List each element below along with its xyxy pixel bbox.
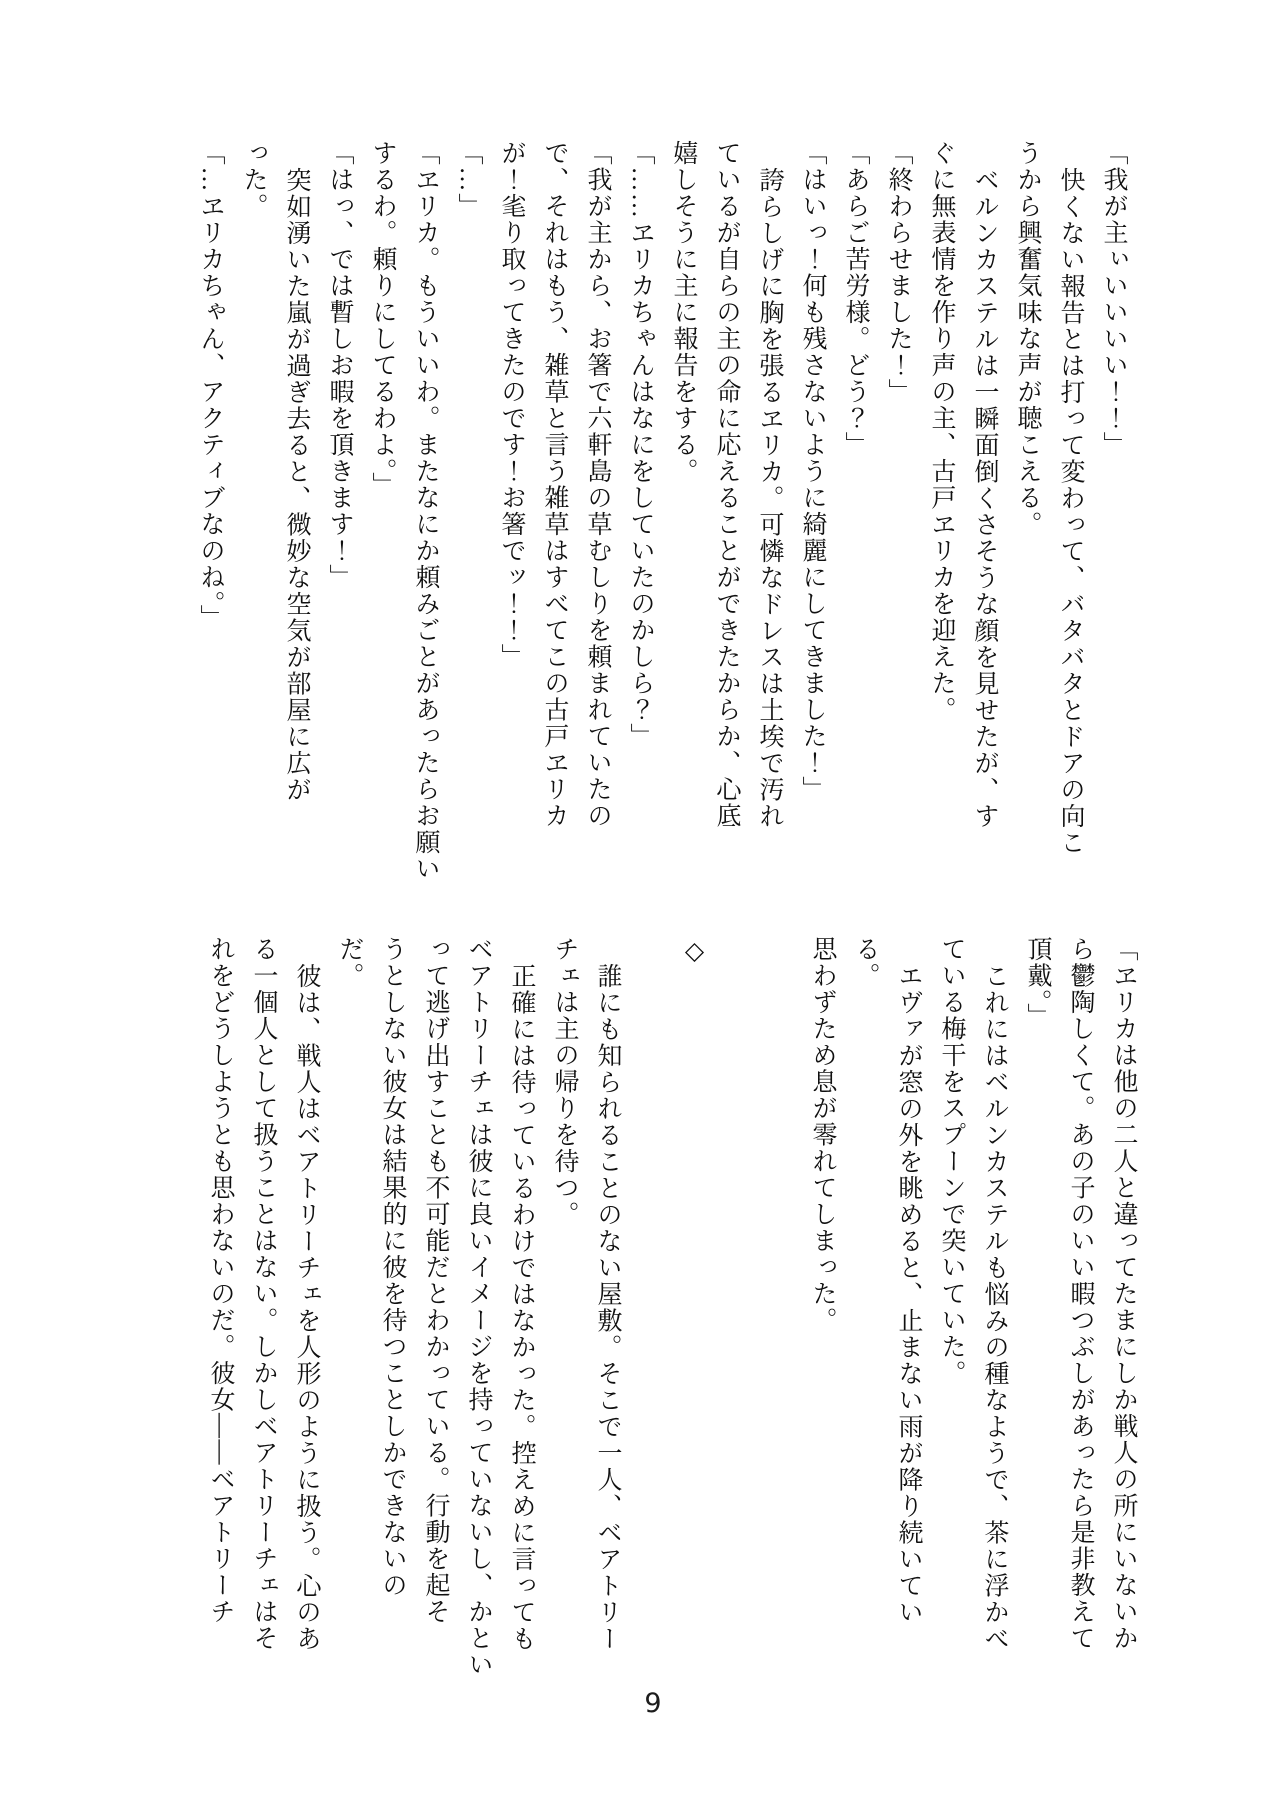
text-line: だ。 bbox=[336, 936, 363, 989]
text-line: 「あらご苦労様。どう？」 bbox=[842, 140, 869, 458]
text-line: するわ。頼りにしてるわよ。」 bbox=[369, 140, 396, 499]
text-line: って逃げ出すことも不可能だとわかっている。行動を起そ bbox=[422, 936, 449, 1625]
text-line: ベルンカステルは一瞬面倒くさそうな顔を見せたが、す bbox=[971, 167, 998, 830]
text-line: 突如湧いた嵐が過ぎ去ると、微妙な空気が部屋に広が bbox=[283, 167, 310, 803]
text-line: これにはベルンカステルも悩みの種なようで、茶に浮かべ bbox=[981, 963, 1008, 1652]
text-line: 「はいっ！何も残さないように綺麗にしてきました！」 bbox=[799, 140, 826, 803]
text-line: った。 bbox=[240, 140, 267, 220]
page-number: 9 bbox=[644, 1688, 662, 1719]
text-line: 「終わらせました！」 bbox=[885, 140, 912, 405]
text-line: 「…ヱリカちゃん、アクティブなのね。」 bbox=[197, 140, 224, 631]
text-line: エヴァが窓の外を眺めると、止まない雨が降り続いてい bbox=[895, 963, 922, 1626]
text-line: ぐに無表情を作り声の主、古戸ヱリカを迎えた。 bbox=[928, 140, 955, 723]
text-line: 「……ヱリカちゃんはなにをしていたのかしら？」 bbox=[627, 140, 654, 750]
text-line: 彼は、戦人はベアトリーチェを人形のように扱う。心のあ bbox=[293, 963, 320, 1652]
text-line: 誇らしげに胸を張るヱリカ。可憐なドレスは土埃で汚れ bbox=[756, 167, 783, 830]
text-line: で、それはもう、雑草と言う雑草はすべてこの古戸ヱリカ bbox=[541, 140, 568, 829]
text-line: ベアトリーチェは彼に良いイメージを持っていないし、かとい bbox=[465, 936, 492, 1678]
text-line: 「ヱリカは他の二人と違ってたまにしか戦人の所にいないか bbox=[1110, 936, 1137, 1652]
text-line: ているが自らの主の命に応えることができたからか、心底 bbox=[713, 140, 740, 829]
text-line: ら鬱陶しくて。あの子のいい暇つぶしがあったら是非教えて bbox=[1067, 936, 1094, 1652]
vertical-text-block-bottom bbox=[199, 936, 1145, 1678]
vertical-text-block-top bbox=[189, 140, 1135, 892]
text-line: チェは主の帰りを待つ。 bbox=[551, 936, 578, 1228]
text-line: ている梅干をスプーンで突いていた。 bbox=[938, 936, 965, 1387]
scene-break-diamond: ◇ bbox=[680, 936, 707, 967]
text-line: 「はっ、では暫しお暇を頂きます！」 bbox=[326, 140, 353, 591]
text-line: 頂戴。」 bbox=[1024, 936, 1051, 1030]
text-line: 思わずため息が零れてしまった。 bbox=[809, 936, 836, 1334]
text-line: る一個人として扱うことはない。しかしベアトリーチェはそ bbox=[250, 936, 277, 1652]
text-line: れをどうしようとも思わないのだ。彼女――ベアトリーチ bbox=[207, 936, 234, 1625]
text-line: 「…」 bbox=[455, 140, 482, 220]
text-line: 「我が主ぃいいいい！！」 bbox=[1100, 140, 1127, 458]
text-line: る。 bbox=[852, 936, 879, 989]
text-line: うから興奮気味な声が聴こえる。 bbox=[1014, 140, 1041, 538]
text-line: 嬉しそうに主に報告をする。 bbox=[670, 140, 697, 485]
text-line: 快くない報告とは打って変わって、バタバタとドアの向こ bbox=[1057, 167, 1084, 856]
text-line: 誰にも知られることのない屋敷。そこで一人、ベアトリー bbox=[594, 963, 621, 1652]
text-line: 「我が主から、お箸で六軒島の草むしりを頼まれていたの bbox=[584, 140, 611, 829]
text-line: が！毟り取ってきたのです！お箸でッ！！」 bbox=[498, 140, 525, 670]
text-line: 「ヱリカ。もういいわ。またなにか頼みごとがあったらお願い bbox=[412, 140, 439, 882]
text-line: 正確には待っているわけではなかった。控えめに言っても bbox=[508, 963, 535, 1652]
text-line: うとしない彼女は結果的に彼を待つことしかできないの bbox=[379, 936, 406, 1599]
